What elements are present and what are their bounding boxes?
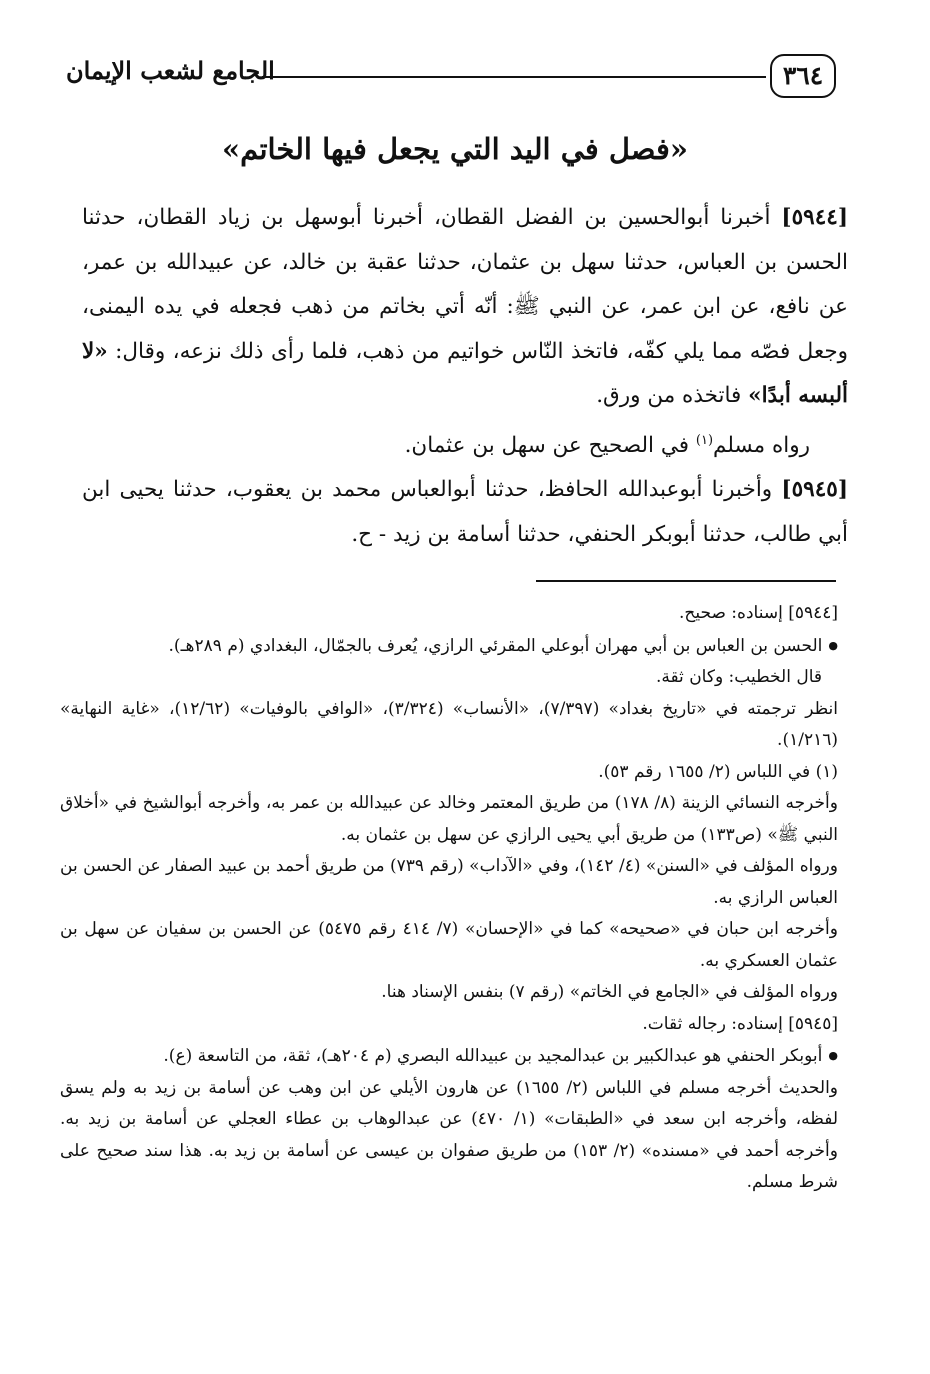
note-line: قال الخطيب: وكان ثقة. bbox=[655, 667, 822, 687]
note-paragraph: والحديث أخرجه مسلم في اللباس (٢/ ١٦٥٥) عن هارون الأيلي عن ابن وهب عن أسامة بن زيد به ولم يسق لفظه، وأخرجه ابن سعد في «الطبقات» (١/ ٤٧٠) عن عبدالوهاب بن عطاء العجلي عن أسامة بن زيد به. وأخرجه أحمد في «مسنده» (٢/ ١٥٣) من طريق صفوان بن عيسى عن أسامة بن زيد به. هذا سند صحيح على شرط مسلم. bbox=[60, 1077, 838, 1192]
note-head: [٥٩٤٥] إسناده: رجاله ثقات. bbox=[642, 1013, 838, 1034]
riwaya-line bbox=[82, 419, 848, 469]
riwaya-text-end: في الصحيح عن سهل بن عثمان. bbox=[404, 432, 690, 458]
footnotes bbox=[60, 598, 838, 1199]
note-paragraph: ورواه المؤلف في «السنن» (٤/ ١٤٢)، وفي «الآداب» (رقم ٧٣٩) من طريق أحمد بن عبيد الصفار عن الحسن بن العباس الرازي به. bbox=[60, 856, 838, 908]
header-rule bbox=[262, 76, 766, 78]
narrator-note: ● الحسن بن العباس بن أبي مهران أبوعلي المقرئي الرازي، يُعرف بالجمّال، البغدادي (م ٢٨٩هـ). bbox=[60, 630, 838, 663]
hadith-text: وأخبرنا أبوعبدالله الحافظ، حدثنا أبوالعباس محمد بن يعقوب، حدثنا يحيى ابن أبي طالب، حدثنا أبوبكر الحنفي، حدثنا أسامة بن زيد - ح. bbox=[82, 477, 848, 547]
riwaya-text: رواه مسلم bbox=[713, 432, 810, 458]
footnote-1: (١) في اللباس (٢/ ١٦٥٥ رقم ٥٣). bbox=[598, 761, 838, 782]
main-text bbox=[82, 196, 848, 557]
footnote-ref: (١) bbox=[695, 432, 714, 448]
book-title: الجامع لشعب الإيمان bbox=[66, 56, 275, 85]
hadith-5944 bbox=[82, 196, 848, 419]
hadith-number: [٥٩٤٤] bbox=[781, 205, 848, 230]
note-paragraph: وأخرجه النسائي الزينة (٨/ ١٧٨) من طريق المعتمر وخالد عن عبيدالله بن عمر به، وأخرجه أبوالشيخ في «أخلاق النبي ﷺ» (ص١٣٣) من طريق أبي يحيى الرازي عن سهل بن عثمان به. bbox=[60, 793, 838, 845]
hadith-5945 bbox=[82, 468, 848, 557]
page-number: ٣٦٤ bbox=[770, 54, 836, 98]
narrator-note: ● أبوبكر الحنفي هو عبدالكبير بن عبدالمجيد بن عبيدالله البصري (م ٢٠٤هـ)، ثقة، من التاسعة (ع). bbox=[60, 1040, 838, 1073]
chapter-title: «فصل في اليد التي يجعل فيها الخاتم» bbox=[222, 132, 688, 166]
note-paragraph: ورواه المؤلف في «الجامع في الخاتم» (رقم ٧) بنفس الإسناد هنا. bbox=[381, 982, 838, 1002]
hadith-text: أخبرنا أبوالحسين بن الفضل القطان، أخبرنا أبوسهل بن زياد القطان، حدثنا الحسن بن العباس، حدثنا سهل بن عثمان، حدثنا عقبة بن خالد، عن عبيدالله بن عمر، عن نافع، عن ابن عمر، عن النبي ﷺ: أنّه أتي بخاتم من ذهب فجعله في يده اليمنى، وجعل فصّه مما يلي كفّه، فاتخذ النّاس خواتيم من ذهب، فلما رأى ذلك نزعه، وقال: bbox=[82, 205, 848, 364]
note-paragraph: وأخرجه ابن حبان في «صحيحه» كما في «الإحسان» (٧/ ٤١٤ رقم ٥٤٧٥) عن الحسن بن سفيان عن سهل بن عثمان العسكري به. bbox=[60, 919, 838, 971]
hadith-number: [٥٩٤٥] bbox=[781, 477, 848, 503]
page-header bbox=[66, 52, 836, 104]
note-paragraph: انظر ترجمته في «تاريخ بغداد» (٧/٣٩٧)، «الأنساب» (٣/٣٢٤)، «الوافي بالوفيات» (١٢/٦٢)، «غاية النهاية» (١/٢١٦). bbox=[60, 698, 838, 750]
hadith-text-end: فاتخذه من ورق. bbox=[596, 383, 742, 408]
hadith-quote: «لا ألبسه أبدًا» bbox=[82, 338, 848, 408]
note-head: [٥٩٤٤] إسناده: صحيح. bbox=[678, 603, 838, 623]
footnote-separator bbox=[536, 580, 836, 582]
